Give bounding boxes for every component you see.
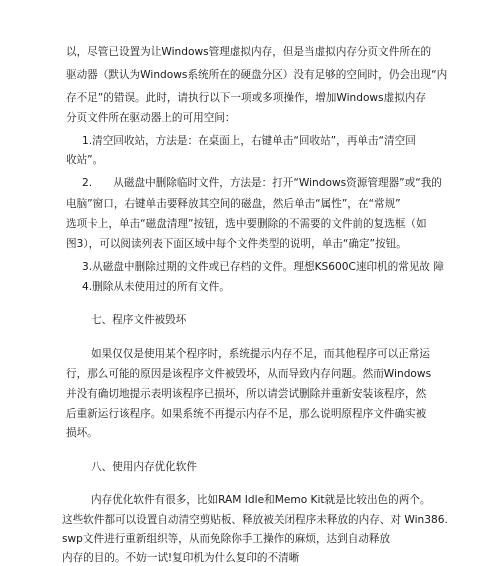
paragraph-line: 并没有确切地提示表明该程序已损坏，所以请尝试删除并重新安装该程序，然 bbox=[66, 388, 427, 400]
section-heading: 七、程序文件被毁坏 bbox=[91, 314, 187, 326]
list-item-continuation: 电脑”窗口，右键单击要释放其空间的磁盘，然后单击“属性”，在“常规” bbox=[66, 198, 401, 210]
paragraph-line: 行，那么可能的原因是该程序文件被毁坏，从而导致内存问题。然而Windows bbox=[66, 368, 432, 380]
paragraph-line: 如果仅仅是使用某个程序时，系统提示内存不足，而其他程序可以正常运 bbox=[91, 348, 430, 360]
list-item: 1.清空回收站，方法是：在桌面上，右键单击“回收站”，再单击“清空回 bbox=[82, 135, 416, 147]
paragraph-line: 这些软件都可以设置自动清空剪贴板、释放被关闭程序未释放的内存、对 Win386. bbox=[62, 514, 448, 526]
list-item-continuation: 选项卡上，单击“磁盘清理”按钮，选中要删除的不需要的文件前的复选框（如 bbox=[66, 218, 427, 230]
paragraph-line: 分页文件所在驱动器上的可用空间： bbox=[66, 112, 236, 124]
paragraph-line: 内存的目的。不妨一试!复印机为什么复印的不清晰 bbox=[62, 552, 300, 564]
list-item-continuation: 图3），可以阅读列表下面区域中每个文件类型的说明，单击“确定”按钮。 bbox=[66, 238, 407, 250]
paragraph-line: 内存优化软件有很多，比如RAM Idle和Memo Kit就是比较出色的两个。 bbox=[91, 494, 431, 506]
paragraph-line: 损坏。 bbox=[66, 427, 98, 439]
list-item: 2. 从磁盘中删除临时文件，方法是：打开“Windows资源管理器”或“我的 bbox=[82, 177, 442, 189]
section-heading: 八、使用内存优化软件 bbox=[91, 461, 197, 473]
list-item: 4.删除从未使用过的所有文件。 bbox=[82, 281, 230, 293]
paragraph-line: 以，尽管已设置为让Windows管理虚拟内存，但是当虚拟内存分页文件所在的 bbox=[66, 46, 432, 58]
paragraph-line: 后重新运行该程序。如果系统不再提示内存不足，那么说明原程序文件确实被 bbox=[66, 408, 427, 420]
paragraph-line: 存不足”的错误。此时，请执行以下一项或多项操作，增加Windows虚拟内存 bbox=[66, 92, 426, 104]
list-item-continuation: 收站”。 bbox=[66, 154, 104, 166]
paragraph-line: swp文件进行重新组织等，从而免除你手工操作的麻烦，达到自动释放 bbox=[62, 533, 391, 545]
paragraph-line: 驱动器（默认为Windows系统所在的硬盘分区）没有足够的空间时，仍会出现“内 bbox=[66, 69, 448, 81]
list-item: 3.从磁盘中删除过期的文件或已存档的文件。理想KS600C速印机的常见故 障 bbox=[82, 261, 444, 273]
